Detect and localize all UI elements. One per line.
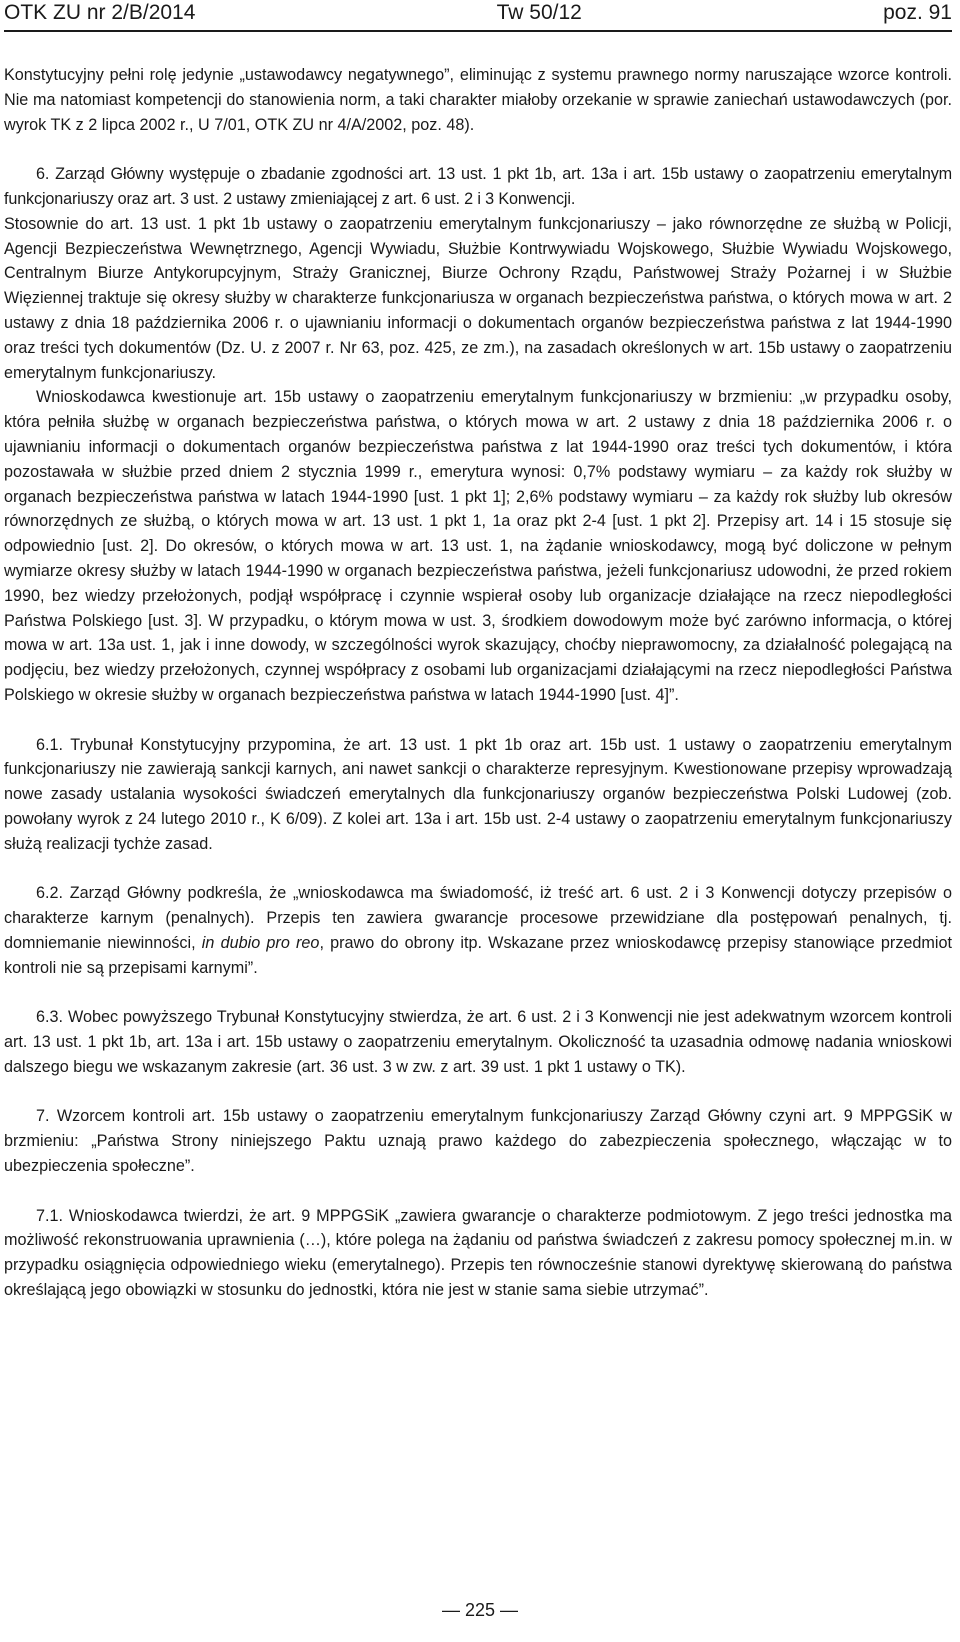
latin-phrase: in dubio pro reo bbox=[201, 933, 320, 952]
header-rule bbox=[4, 30, 952, 32]
paragraph-art-15b-quote: Wnioskodawca kwestionuje art. 15b ustawy o zaopatrzeniu emerytalnym funkcjonariuszy w brzmieniu: „w przypadku osoby, która pełniła służbę w organach bezpieczeństwa państwa, o których mowa w art. 2 ustawy z dnia 18 października 2006 r. o ujawnianiu informacji o dokumentach organów bezpieczeństwa państwa z lat 1944-1990 oraz treści tych dokumentów, i która pozostawała w służbie przed dniem 2 stycznia 1999 r., emerytura wynosi: 0,7% podstawy wymiaru – za każdy rok służby w organach bezpieczeństwa państwa w latach 1944-1990 [ust. 1 pkt 1]; 2,6% podstawy wymiaru – za każdy rok służby lub okresów równorzędnych ze służbą, o których mowa w art. 13 ust. 1 pkt 1, 1a oraz pkt 2-4 [ust. 1 pkt 2]. Przepisy art. 14 i 15 stosuje się odpowiednio [ust. 2]. Do okresów, o których mowa w art. 13 ust. 1, na żądanie wnioskodawcy, mogą być doliczone w pełnym wymiarze okresy służby w latach 1944-1990 w organach bezpieczeństwa państwa, jeżeli funkcjonariusz udowodni, że przed rokiem 1990, bez wiedzy przełożonych, podjął współpracę i czynnie wspierał osoby lub organizacje działające na rzecz niepodległości Państwa Polskiego [ust. 3]. W przypadku, o którym mowa w ust. 3, środkiem dowodowym może być zarówno informacja, o której mowa w art. 13a ust. 1, jak i inne dowody, w szczególności wyrok skazujący, choćby nieprawomocny, za działalność polegającą na podjęciu, bez wiedzy przełożonych, czynnej współpracy z osobami lub organizacjami działającymi na rzecz niepodległości Państwa Polskiego w okresie służby w organach bezpieczeństwa państwa w latach 1944-1990 [ust. 4]”. bbox=[4, 388, 952, 704]
position-number: poz. 91 bbox=[883, 1, 952, 24]
paragraph-continuation: Konstytucyjny pełni rolę jedynie „ustawodawcy negatywnego”, eliminując z systemu prawnego normy naruszające wzorce kontroli. Nie ma natomiast kompetencji do stanowienia norm, a taki charakter miałoby orzekanie w sprawie zaniechań ustawodawczych (por. wyrok TK z 2 lipca 2002 r., U 7/01, OTK ZU nr 4/A/2002, poz. 48). bbox=[4, 66, 952, 134]
paragraph-section-6-3: 6.3. Wobec powyższego Trybunał Konstytucyjny stwierdza, że art. 6 ust. 2 i 3 Konwencji nie jest adekwatnym wzorcem kontroli art. 13 ust. 1 pkt 1b, art. 13a i art. 15b ustawy o zaopatrzeniu emerytalnym. Okoliczność ta uzasadnia odmowę nadania wnioskowi dalszego biegu we wskazanym zakresie (art. 36 ust. 3 w zw. z art. 39 ust. 1 pkt 1 ustawy o TK). bbox=[4, 1008, 952, 1076]
paragraph-art-13: Stosownie do art. 13 ust. 1 pkt 1b ustawy o zaopatrzeniu emerytalnym funkcjonariuszy – jako równorzędne ze służbą w Policji, Agencji Bezpieczeństwa Wewnętrznego, Agencji Wywiadu, Służbie Kontrwywiadu Wojskowego, Służbie Wywiadu Wojskowego, Centralnym Biurze Antykorupcyjnym, Straży Granicznej, Biurze Ochrony Rządu, Państwowej Straży Pożarnej i w Służbie Więziennej traktuje się okresy służby w charakterze funkcjonariusza w organach bezpieczeństwa państwa, o których mowa w art. 2 ustawy z dnia 18 października 2006 r. o ujawnianiu informacji o dokumentach organów bezpieczeństwa państwa z lat 1944-1990 oraz treści tych dokumentów (Dz. U. z 2007 r. Nr 63, poz. 425, ze zm.), na zasadach określonych w art. 15b ustawy o zaopatrzeniu emerytalnym funkcjonariuszy. bbox=[4, 214, 952, 382]
page-number: — 225 — bbox=[441, 1600, 519, 1620]
case-signature: Tw 50/12 bbox=[496, 1, 582, 24]
running-header bbox=[4, 0, 952, 30]
paragraph-section-6-2 bbox=[4, 881, 952, 980]
paragraph-section-7-1: 7.1. Wnioskodawca twierdzi, że art. 9 MPPGSiK „zawiera gwarancje o charakterze podmiotowym. Z jego treści jednostka ma możliwość rekonstruowania uprawnienia (…), które polega na żądaniu od państwa świadczeń z zakresu pomocy społecznej m.in. w przypadku osiągnięcia odpowiedniego wieku (emerytalnego). Przepis ten równocześnie stanowi dyrektywę skierowaną do państwa określającą jego obowiązki w stosunku do jednostki, która nie jest w stanie sama siebie utrzymać”. bbox=[4, 1206, 952, 1300]
paragraph-section-6: 6. Zarząd Główny występuje o zbadanie zgodności art. 13 ust. 1 pkt 1b, art. 13a i art. 15b ustawy o zaopatrzeniu emerytalnym funkcjonariuszy oraz art. 3 ust. 2 ustawy zmieniającej z art. 6 ust. 2 i 3 Konwencji. bbox=[4, 165, 952, 208]
journal-reference: OTK ZU nr 2/B/2014 bbox=[4, 1, 196, 24]
paragraph-section-7: 7. Wzorcem kontroli art. 15b ustawy o zaopatrzeniu emerytalnym funkcjonariuszy Zarząd Główny czyni art. 9 MPPGSiK w brzmieniu: „Państwa Strony niniejszego Paktu uznają prawo każdego do zabezpieczenia społecznego, włączając w to ubezpieczenia społeczne”. bbox=[4, 1107, 952, 1176]
document-body bbox=[4, 63, 952, 1303]
section-6-2-text-end: , prawo do obrony itp. Wskazane przez wnioskodawcę przepisy stanowiące przedmiot kontroli nie są przepisami karnymi”. bbox=[4, 933, 953, 977]
section-6-2-text-start: 6.2. Zarząd Główny podkreśla, że „wnioskodawca ma świadomość, iż treść art. 6 ust. 2 i 3 Konwencji dotyczy przepisów o charakterze karnym (penalnych). Przepis ten zawiera gwarancje procesowe przewidziane dla postępowań penalnych, tj. domniemanie niewinności, bbox=[4, 884, 952, 952]
paragraph-section-6-1: 6.1. Trybunał Konstytucyjny przypomina, że art. 13 ust. 1 pkt 1b oraz art. 15b ust. 1 ustawy o zaopatrzeniu emerytalnym funkcjonariuszy nie zawierają sankcji karnych, ani nawet sankcji o charakterze represyjnym. Kwestionowane przepisy wprowadzają nowe zasady ustalania wysokości świadczeń emerytalnych dla funkcjonariuszy organów bezpieczeństwa Polski Ludowej (zob. powołany wyrok z 24 lutego 2010 r., K 6/09). Z kolei art. 13a i art. 15b ust. 2-4 ustawy o zaopatrzeniu emerytalnym funkcjonariuszy służą realizacji tychże zasad. bbox=[4, 735, 952, 853]
